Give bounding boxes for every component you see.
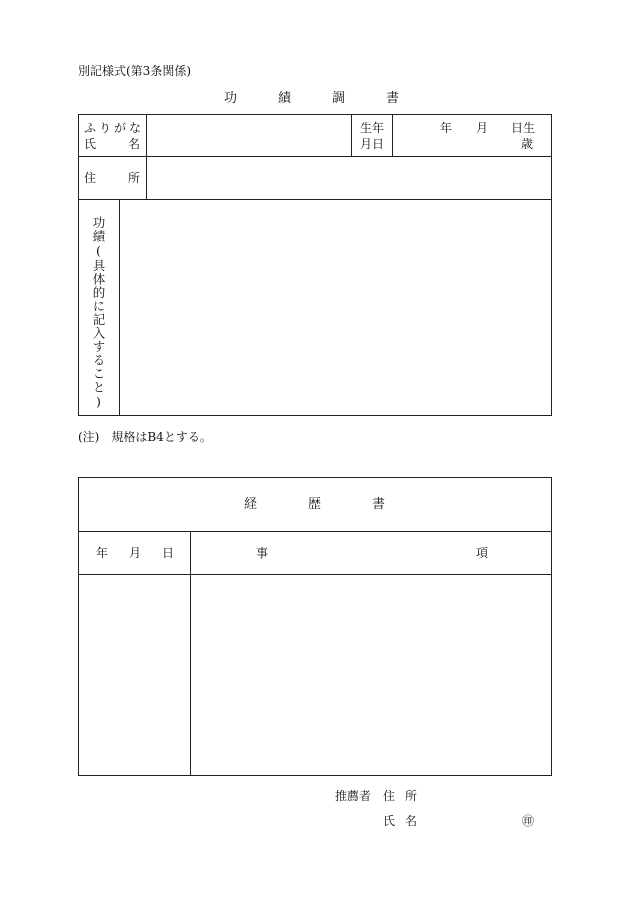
birth-label-divider-left xyxy=(351,114,352,156)
furigana-label: ふりがな xyxy=(84,121,145,135)
address-field[interactable] xyxy=(148,158,550,197)
recommender-label: 推薦者 xyxy=(335,789,372,803)
career-col-item-char-1: 事 xyxy=(256,546,269,560)
name-label-char-2: 名 xyxy=(128,137,141,151)
birth-year-unit: 年 xyxy=(440,121,453,135)
label-col-divider xyxy=(146,114,147,199)
birth-label-bottom: 月日 xyxy=(360,137,385,151)
career-title-char-3: 書 xyxy=(372,497,386,512)
achievement-label-divider xyxy=(119,199,120,416)
form-title-char-4: 書 xyxy=(386,91,400,106)
career-col-item-char-2: 項 xyxy=(476,546,489,560)
recommender-address-char-1: 住 xyxy=(383,789,396,803)
row-divider-1 xyxy=(78,156,552,157)
name-field[interactable] xyxy=(148,116,349,154)
career-col-day: 日 xyxy=(162,546,175,560)
birth-month-unit: 月 xyxy=(476,121,489,135)
header-note: 別記様式(第3条関係) xyxy=(78,64,191,78)
address-label-char-1: 住 xyxy=(84,171,97,185)
career-header-divider xyxy=(78,574,552,575)
form-title-char-3: 調 xyxy=(332,91,346,106)
achievement-field[interactable] xyxy=(121,201,550,414)
career-date-field[interactable] xyxy=(80,576,188,774)
recommender-name-char-1: 氏 xyxy=(383,814,396,828)
size-note: (注) 規格はB4とする。 xyxy=(78,430,212,444)
career-col-month: 月 xyxy=(129,546,142,560)
career-title-divider xyxy=(78,531,552,532)
career-item-field[interactable] xyxy=(192,576,550,774)
recommender-address-char-2: 所 xyxy=(405,789,418,803)
form-title-char-1: 功 xyxy=(224,91,238,106)
recommender-name-char-2: 名 xyxy=(405,814,418,828)
row-divider-2 xyxy=(78,199,552,200)
career-col-year: 年 xyxy=(96,546,109,560)
birth-day-unit: 日生 xyxy=(511,121,536,135)
career-title-char-2: 歴 xyxy=(308,497,322,512)
name-label-char-1: 氏 xyxy=(84,137,97,151)
career-title-char-1: 経 xyxy=(244,497,258,512)
address-label-char-2: 所 xyxy=(128,171,141,185)
birth-date-field[interactable] xyxy=(394,116,550,154)
birth-label-divider-right xyxy=(392,114,393,156)
career-col-divider xyxy=(190,531,191,776)
age-unit: 歳 xyxy=(521,137,534,151)
form-title-char-2: 績 xyxy=(278,91,292,106)
achievement-label: 功績(具体的に記入すること) xyxy=(91,216,106,410)
birth-label-top: 生年 xyxy=(360,121,385,135)
seal-mark: ㊞ xyxy=(522,814,535,828)
